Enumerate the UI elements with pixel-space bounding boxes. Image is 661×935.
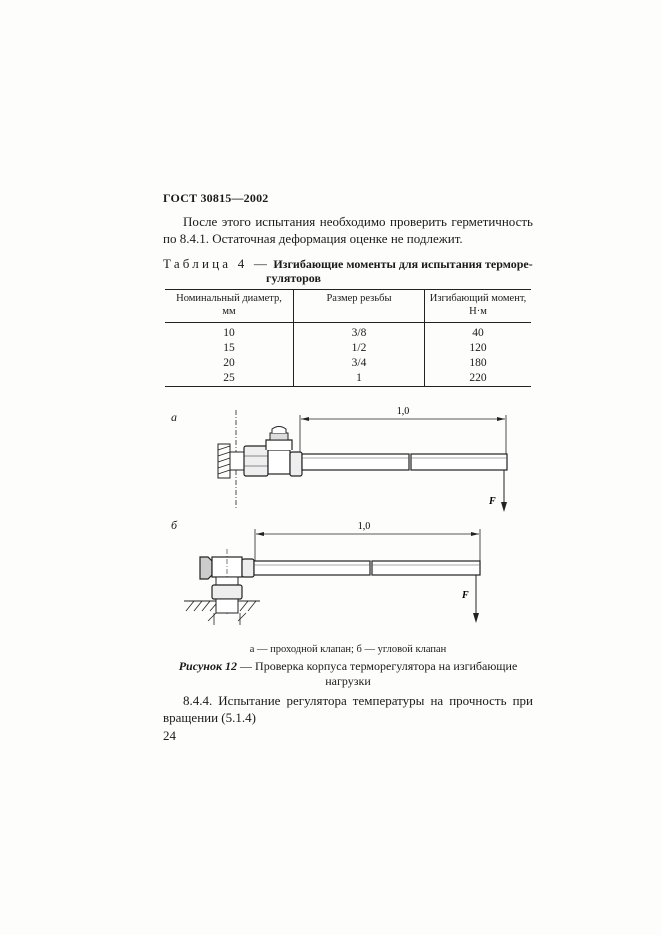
table-cell: 1 (294, 371, 425, 387)
force-label-b: F (462, 590, 469, 601)
table-label: Таблица 4 — (163, 256, 271, 271)
table-cell: 10 (223, 327, 235, 339)
straight-valve-drawing (200, 400, 530, 515)
figure-number: Рисунок 12 (178, 659, 238, 673)
dimension-b: 1,0 (357, 521, 371, 532)
table-title-line2: гуляторов (266, 271, 321, 285)
figure-caption (163, 659, 533, 689)
table-title-line1: Изгибающие моменты для испытания терморе- (273, 257, 533, 271)
table-row (165, 341, 531, 356)
table-cell: 25 (165, 371, 294, 387)
figure-legend: а — проходной клапан; б — угловой клапан (249, 644, 447, 655)
table-cell: 15 (223, 342, 235, 354)
table-cell: 20 (223, 357, 235, 369)
table-cell: 3/8 (294, 323, 425, 342)
column-header-diameter: Номинальный диаметр, мм (165, 290, 294, 323)
force-label-a: F (489, 496, 496, 507)
angle-valve-drawing (180, 515, 500, 633)
table-row (165, 356, 531, 371)
table-row (165, 323, 531, 342)
bending-moment-table (165, 289, 531, 387)
section-8-4-4: 8.4.4. Испытание регулятора температуры на прочность при вращении (5.1.4) (163, 693, 533, 725)
figure-caption-text: — Проверка корпуса терморегулятора на изгибающие нагрузки (237, 659, 518, 688)
column-header-moment: Изгибающий момент, Н·м (425, 290, 532, 323)
table-caption (163, 256, 533, 285)
table-row (165, 371, 531, 387)
dimension-a: 1,0 (396, 406, 410, 417)
document-header: ГОСТ 30815—2002 (163, 191, 269, 205)
table-cell: 180 (425, 356, 532, 371)
column-header-thread: Размер резьбы (294, 290, 425, 323)
paragraph-after-test: После этого испытания необходимо проверить герметичность по 8.4.1. Остаточная деформация оценке не подлежит. (163, 214, 533, 246)
table-cell: 40 (425, 323, 532, 342)
table-cell: 1/2 (294, 341, 425, 356)
table-cell: 120 (425, 341, 532, 356)
table-cell: 220 (425, 371, 532, 387)
figure-label-a: а (171, 410, 177, 424)
figure-label-b: б (171, 518, 178, 532)
page-number: 24 (163, 728, 176, 743)
table-cell: 3/4 (294, 356, 425, 371)
